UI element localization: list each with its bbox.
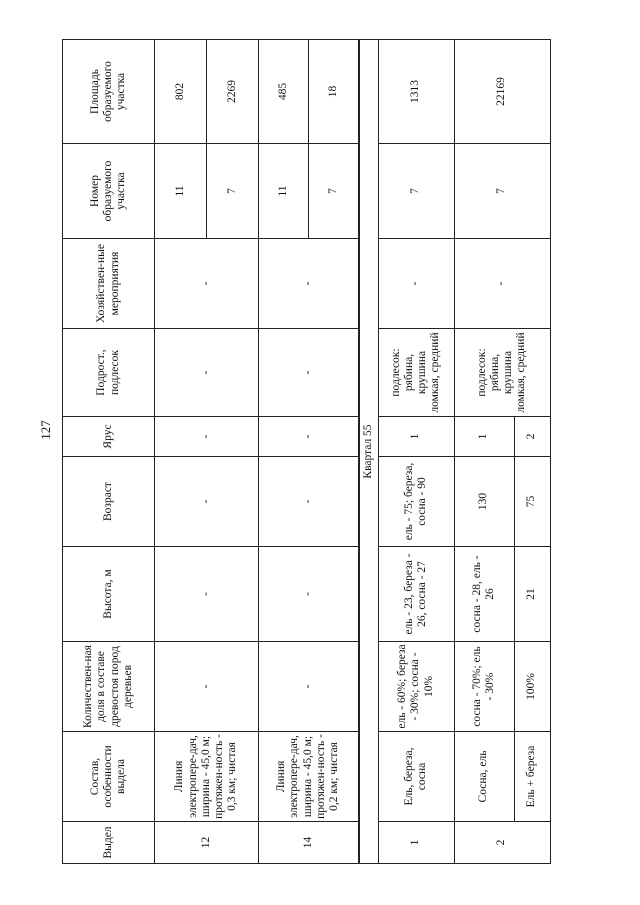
cell-vydel: 2 xyxy=(454,822,550,864)
header-vozrast: Возраст xyxy=(63,457,155,547)
forest-plot-table xyxy=(62,39,551,864)
cell-yarus: 2 xyxy=(514,417,550,457)
cell-vysota: - xyxy=(259,547,359,642)
cell-nomer: 7 xyxy=(309,144,359,239)
cell-vydel: 14 xyxy=(259,822,359,864)
header-dolya: Количествен-ная доля в составе древостоя пород деревьев xyxy=(63,642,155,732)
cell-dolya: ель - 60%; береза - 30%; сосна - 10% xyxy=(378,642,454,732)
cell-sostav: Сосна, ель xyxy=(454,732,514,822)
cell-vydel: 12 xyxy=(155,822,259,864)
cell-podrost: подлесок: рябина, крушина ломкая, средний xyxy=(454,329,550,417)
table-row xyxy=(378,40,454,864)
header-sostav: Состав, особенности выдела xyxy=(63,732,155,822)
cell-sostav: Ель, береза, сосна xyxy=(378,732,454,822)
cell-yarus: - xyxy=(155,417,259,457)
cell-nomer: 11 xyxy=(259,144,309,239)
cell-meropriyatiya: - xyxy=(259,239,359,329)
header-podrost: Подрост., подлесок xyxy=(63,329,155,417)
cell-vysota: - xyxy=(155,547,259,642)
cell-dolya: - xyxy=(259,642,359,732)
cell-podrost: подлесок: рябина, крушина ломкая, средний xyxy=(378,329,454,417)
cell-dolya: 100% xyxy=(514,642,550,732)
cell-vozrast: 75 xyxy=(514,457,550,547)
table-row xyxy=(454,40,514,864)
cell-vydel: 1 xyxy=(378,822,454,864)
cell-dolya: сосна - 70%; ель - 30% xyxy=(454,642,514,732)
cell-nomer: 11 xyxy=(155,144,207,239)
cell-sostav: Линия электропере-дач, ширина - 45,0 м; протяжен-ность - 0,2 км; чистая xyxy=(259,732,359,822)
header-row xyxy=(63,40,155,864)
cell-yarus: - xyxy=(259,417,359,457)
cell-meropriyatiya: - xyxy=(155,239,259,329)
header-yarus: Ярус xyxy=(63,417,155,457)
table-row xyxy=(259,40,309,864)
forest-plot-table-sheet xyxy=(62,40,547,864)
header-ploshad: Площадь образуемого участка xyxy=(63,40,155,144)
cell-meropriyatiya: - xyxy=(378,239,454,329)
header-vysota: Высота, м xyxy=(63,547,155,642)
cell-vozrast: - xyxy=(259,457,359,547)
cell-ploshad: 802 xyxy=(155,40,207,144)
page-number: 127 xyxy=(38,420,53,440)
cell-vysota: ель - 23, береза - 26, сосна - 27 xyxy=(378,547,454,642)
cell-nomer: 7 xyxy=(378,144,454,239)
header-nomer: Номер образуемого участка xyxy=(63,144,155,239)
header-vydel: Выдел xyxy=(63,822,155,864)
cell-ploshad: 2269 xyxy=(207,40,259,144)
cell-vysota: сосна - 28, ель - 26 xyxy=(454,547,514,642)
cell-ploshad: 1313 xyxy=(378,40,454,144)
cell-sostav: Ель + береза xyxy=(514,732,550,822)
cell-vozrast: 130 xyxy=(454,457,514,547)
quarter-row xyxy=(359,40,379,864)
header-meropriyatiya: Хозяйствен-ные мероприятия xyxy=(63,239,155,329)
cell-yarus: 1 xyxy=(378,417,454,457)
cell-ploshad: 485 xyxy=(259,40,309,144)
cell-sostav: Линия электропере-дач, ширина - 45,0 м; протяжен-ность - 0,3 км; чистая xyxy=(155,732,259,822)
cell-podrost: - xyxy=(259,329,359,417)
cell-dolya: - xyxy=(155,642,259,732)
table-row xyxy=(155,40,207,864)
cell-vysota: 21 xyxy=(514,547,550,642)
cell-nomer: 7 xyxy=(454,144,550,239)
cell-ploshad: 22169 xyxy=(454,40,550,144)
cell-nomer: 7 xyxy=(207,144,259,239)
cell-meropriyatiya: - xyxy=(454,239,550,329)
cell-vozrast: ель - 75; береза, сосна - 90 xyxy=(378,457,454,547)
cell-podrost: - xyxy=(155,329,259,417)
cell-yarus: 1 xyxy=(454,417,514,457)
quarter-label: Квартал 55 xyxy=(359,40,379,864)
cell-vozrast: - xyxy=(155,457,259,547)
cell-ploshad: 18 xyxy=(309,40,359,144)
